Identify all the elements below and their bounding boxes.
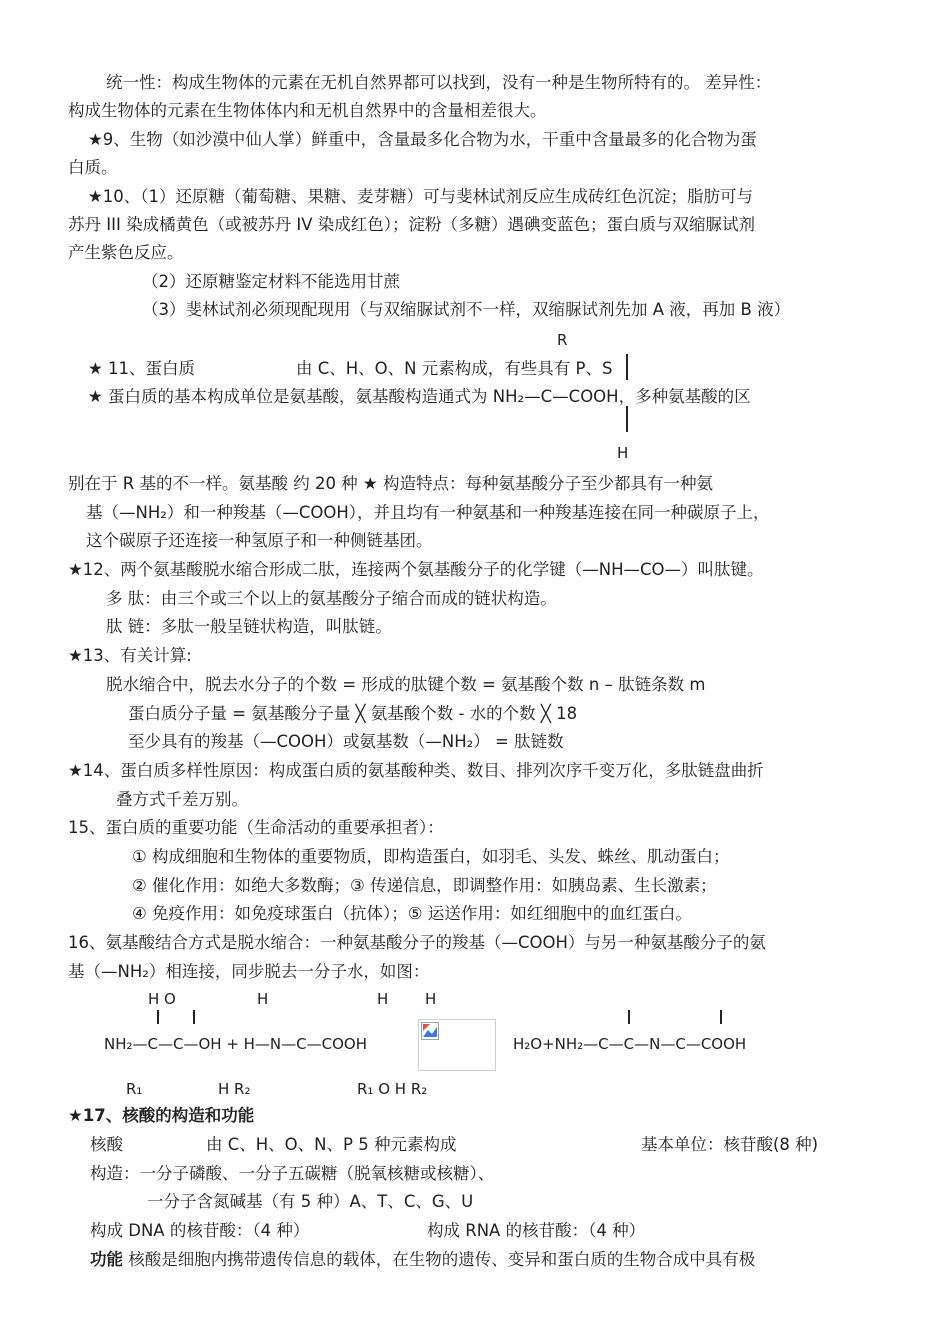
- text-line: 至少具有的羧基（—COOH）或氨基数（—NH₂） = 肽链数: [128, 732, 564, 751]
- reaction-atoms-top: H: [257, 990, 269, 1008]
- text-line: 多 肽：由三个或三个以上的氨基酸分子缩合而成的链状构造。: [106, 589, 557, 608]
- text-line: 苏丹 III 染成橘黄色（或被苏丹 IV 染成红色）；淀粉（多糖）遇碘变蓝色；蛋白质与双缩脲试剂: [68, 215, 755, 234]
- reaction-bond: [628, 1010, 630, 1024]
- reaction-left: NH₂—C—C—OH + H—N—C—COOH: [104, 1035, 367, 1053]
- reaction-atoms-top: H: [425, 990, 437, 1008]
- text-line: ★10、（1）还原糖（葡萄糖、果糖、麦芽糖）可与斐林试剂反应生成砖红色沉淀；脂肪可与: [88, 187, 754, 206]
- text-line: ★ 11、蛋白质: [88, 359, 196, 378]
- text-line: 核酸: [90, 1135, 123, 1154]
- text-line: ④ 免疫作用：如免疫球蛋白（抗体）；⑤ 运送作用：如红细胞中的血红蛋白。: [132, 904, 692, 923]
- text-line: 脱水缩合中，脱去水分子的个数 = 形成的肽键个数 = 氨基酸个数 n – 肽链条数 m: [106, 675, 706, 694]
- reaction-bond: [157, 1010, 159, 1024]
- text-line: 一分子含氮碱基（有 5 种）A、T、C、G、U: [147, 1192, 474, 1211]
- reaction-right: H₂O+NH₂—C—C—N—C—COOH: [513, 1035, 747, 1053]
- text-line: 统一性：构成生物体的元素在无机自然界都可以找到，没有一种是生物所特有的。 差异性：: [106, 73, 772, 92]
- reaction-bond: [720, 1010, 722, 1024]
- text-line: （2）还原糖鉴定材料不能选用甘蔗: [142, 272, 400, 291]
- text-line: 别在于 R 基的不一样。氨基酸 约 20 种 ★ 构造特点：每种氨基酸分子至少都具有一种氨: [68, 474, 713, 493]
- reaction-image-placeholder: [418, 1019, 496, 1071]
- text-line: [90, 1249, 755, 1271]
- text-line: ① 构成细胞和生物体的重要物质，即构造蛋白，如羽毛、头发、蛛丝、肌动蛋白；: [132, 847, 730, 866]
- text-line: 基本单位：核苷酸(8 种): [641, 1135, 819, 1154]
- text-line: 基（—NH₂）相连接，同步脱去一分子水，如图：: [68, 962, 430, 981]
- text-line: 白质。: [68, 158, 118, 177]
- reaction-atoms-top: H O: [148, 990, 176, 1008]
- section-heading: ★17、核酸的构造和功能: [68, 1106, 255, 1125]
- text-line: 构成 RNA 的核苷酸：（4 种）: [427, 1221, 646, 1240]
- reaction-substituent: H R₂: [218, 1080, 251, 1098]
- formula-bond-top: [626, 354, 628, 380]
- text-line: 这个碳原子还连接一种氢原子和一种侧链基团。: [86, 531, 433, 550]
- text-line: ★ 蛋白质的基本构成单位是氨基酸，氨基酸构造通式为 NH₂—C—COOH，多种氨基酸的区: [88, 387, 751, 406]
- text-line: ★13、有关计算:: [68, 646, 192, 665]
- function-text: 核酸是细胞内携带遗传信息的载体，在生物的遗传、变异和蛋白质的生物合成中具有极: [123, 1250, 756, 1269]
- text-line: 15、蛋白质的重要功能（生命活动的重要承担者）：: [68, 818, 444, 837]
- text-line: 基（—NH₂）和一种羧基（—COOH），并且均有一种氨基和一种羧基连接在同一种碳原子上，: [86, 503, 770, 522]
- text-line: ★14、蛋白质多样性原因：构成蛋白质的氨基酸种类、数目、排列次序千变万化，多肽链盘曲折: [68, 761, 764, 780]
- text-line: 产生紫色反应。: [68, 243, 184, 262]
- text-line: 由 C、H、O、N、P 5 种元素构成: [206, 1135, 457, 1154]
- formula-r-group: R: [557, 331, 568, 349]
- reaction-atoms-top: H: [377, 990, 389, 1008]
- text-line: 肽 链：多肽一般呈链状构造，叫肽链。: [106, 617, 392, 636]
- formula-h-atom: H: [617, 444, 629, 462]
- function-label: 功能: [90, 1250, 123, 1269]
- text-line: 构成生物体的元素在生物体体内和无机自然界中的含量相差很大。: [68, 101, 547, 120]
- text-line: 叠方式千差万别。: [116, 790, 248, 809]
- formula-bond-bottom: [626, 406, 628, 432]
- text-line: 16、氨基酸结合方式是脱水缩合：一种氨基酸分子的羧基（—COOH）与另一种氨基酸分子的氨: [68, 933, 766, 952]
- text-line: 构造：一分子磷酸、一分子五碳糖（脱氧核糖或核糖）、: [90, 1164, 495, 1183]
- reaction-substituent: R₁: [126, 1080, 143, 1098]
- text-line: ② 催化作用：如绝大多数酶；③ 传递信息，即调整作用：如胰岛素、生长激素；: [132, 876, 717, 895]
- text-line: ★9、生物（如沙漠中仙人掌）鲜重中，含量最多化合物为水，干重中含量最多的化合物为蛋: [88, 130, 757, 149]
- text-line: 由 C、H、O、N 元素构成，有些具有 P、S: [296, 359, 613, 378]
- reaction-bond: [193, 1010, 195, 1024]
- text-line: 构成 DNA 的核苷酸：（4 种）: [90, 1221, 310, 1240]
- text-line: ★12、两个氨基酸脱水缩合形成二肽，连接两个氨基酸分子的化学键（—NH—CO—）叫肽键。: [68, 560, 764, 579]
- text-line: 蛋白质分子量 = 氨基酸分子量 ╳ 氨基酸个数 - 水的个数 ╳ 18: [128, 704, 578, 723]
- broken-image-icon: [421, 1022, 439, 1040]
- text-line: （3）斐林试剂必须现配现用（与双缩脲试剂不一样，双缩脲试剂先加 A 液，再加 B 液）: [142, 300, 791, 319]
- reaction-substituent: R₁ O H R₂: [357, 1080, 428, 1098]
